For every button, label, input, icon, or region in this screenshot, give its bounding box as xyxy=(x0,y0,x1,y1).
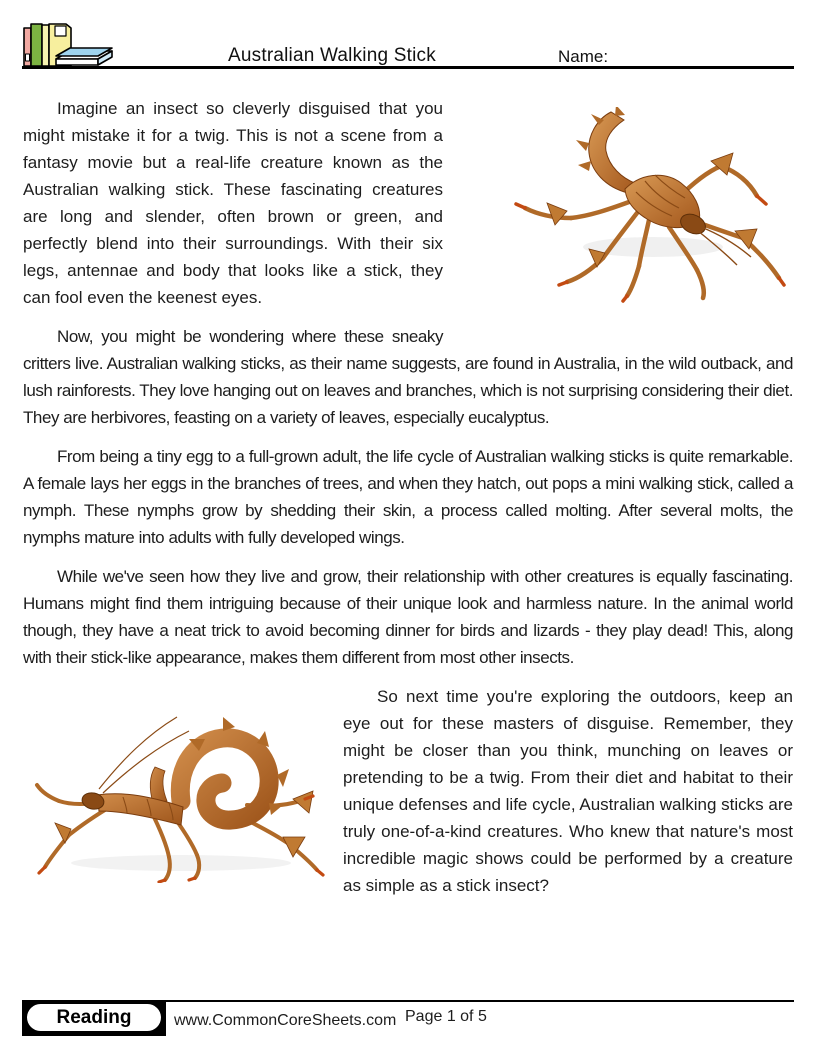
paragraph-5: So next time you're exploring the outdoors, keep an eye out for these masters of disguise. Remember, they might be closer than you think, munching on leaves or pretending to be a twig. From their diet and habitat to their unique defenses and life cycle, Australian walking sticks are truly one-of-a-kind creatures. Who knew that nature's most incredible magic shows could be performed by a creature as simple as a stick insect? xyxy=(343,687,793,895)
insect-photo-bottom xyxy=(23,683,335,885)
closing-section xyxy=(23,683,793,899)
paragraph-1: Imagine an insect so cleverly disguised that you might mistake it for a twig. This is not a scene from a fantasy movie but a real-life creature known as the Australian walking stick. These fascinating creatures are long and slender, often brown or green, and perfectly blend into their surroundings. With their six legs, antennae and body that looks like a stick, they can fool even the keenest eyes. xyxy=(23,99,443,307)
category-badge xyxy=(22,1000,166,1036)
category-label: Reading xyxy=(27,1004,161,1031)
paragraph-3: From being a tiny egg to a full-grown adult, the life cycle of Australian walking sticks is quite remarkable. A female lays her eggs in the branches of trees, and when they hatch, out pops a mini walking stick, called a nymph. These nymphs grow by shedding their skin, a process called molting. After several molts, the nymphs mature into adults with fully developed wings. xyxy=(23,447,793,547)
paragraph-2: Now, you might be wondering where these sneaky critters live. Australian walking sticks, as their name suggests, are found in Australia, in the wild outback, and lush rainforests. They love hanging out on leaves and branches, which is not surprising considering their diet. They are herbivores, feasting on a variety of leaves, especially eucalyptus. xyxy=(23,327,793,427)
article-body xyxy=(23,95,793,911)
header-rule-line xyxy=(22,66,794,69)
walking-stick-insect-illustration xyxy=(31,703,331,883)
paragraph-4: While we've seen how they live and grow, their relationship with other creatures is equally fascinating. Humans might find them intriguing because of their unique look and harmless nature. In the animal world though, they have a neat trick to avoid becoming dinner for birds and lizards - they play dead! This, along with their stick-like appearance, makes them different from most other insects. xyxy=(23,567,793,667)
name-label: Name: xyxy=(558,47,609,66)
page-number: Page 1 of 5 xyxy=(405,1008,487,1025)
walking-stick-insect-illustration xyxy=(503,107,793,303)
page-title: Australian Walking Stick xyxy=(228,45,436,66)
books-icon xyxy=(22,12,116,69)
insect-photo-top xyxy=(457,95,793,333)
website-url: www.CommonCoreSheets.com xyxy=(174,1012,397,1029)
